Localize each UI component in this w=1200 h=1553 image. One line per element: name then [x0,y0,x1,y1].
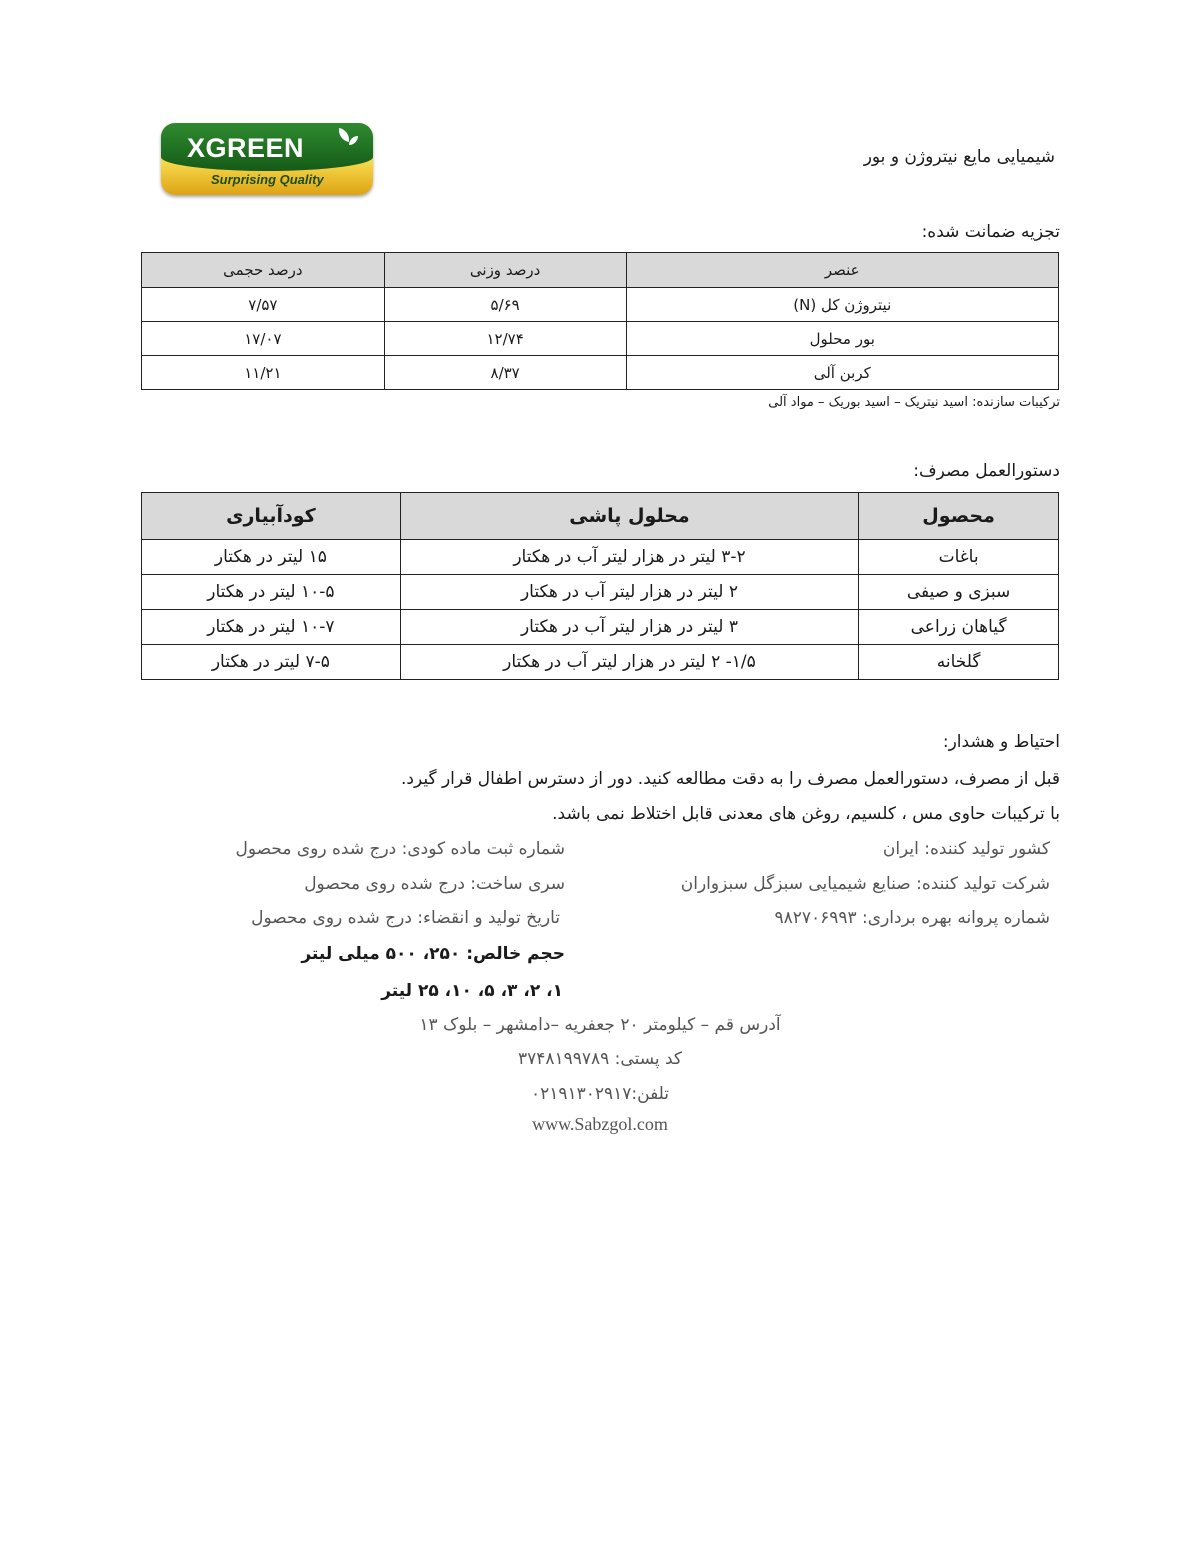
table-cell: ۱۰-۷ لیتر در هکتار [142,610,401,645]
table-cell: سبزی و صیفی [859,575,1059,610]
logo-tagline: Surprising Quality [211,172,324,187]
warning-line-1: قبل از مصرف، دستورالعمل مصرف را به دقت مطالعه کنید. دور از دسترس اطفال قرار گیرد. [400,769,1060,789]
table-cell: ۱/۵- ۲ لیتر در هزار لیتر آب در هکتار [400,645,858,680]
license-info: شماره پروانه بهره برداری: ۹۸۲۷۰۶۹۹۳ [774,908,1050,928]
table-row [142,610,1059,645]
table-row [142,356,1059,390]
ingredients-note: ترکیبات سازنده: اسید نیتریک – اسید بوریک – مواد آلی [768,395,1060,410]
analysis-heading: تجزیه ضمانت شده: [921,222,1060,242]
dates-info: تاریخ تولید و انقضاء: درج شده روی محصول [251,908,560,928]
table-cell: ۳-۲ لیتر در هزار لیتر آب در هکتار [400,540,858,575]
table-cell: ۷-۵ لیتر در هکتار [142,645,401,680]
table-cell: ۷/۵۷ [142,288,385,322]
table-row [142,322,1059,356]
table-cell: کربن آلی [626,356,1059,390]
usage-table [141,492,1059,680]
table-cell: ۱۷/۰۷ [142,322,385,356]
table-cell: ۱۲/۷۴ [384,322,626,356]
analysis-table [141,252,1059,390]
net-volume: حجم خالص: ۲۵۰، ۵۰۰ میلی لیتر [301,944,565,964]
table-cell: گلخانه [859,645,1059,680]
table-row [142,645,1059,680]
table-cell: گیاهان زراعی [859,610,1059,645]
table-cell: ۲ لیتر در هزار لیتر آب در هکتار [400,575,858,610]
batch-info: سری ساخت: درج شده روی محصول [304,874,565,894]
address: آدرس قم – کیلومتر ۲۰ جعفریه –دامشهر – بلوک ۱۳ [419,1015,781,1035]
table-row [142,288,1059,322]
table-cell: ۵/۶۹ [384,288,626,322]
table-cell: ۱۱/۲۱ [142,356,385,390]
table-row [142,540,1059,575]
document-title: شیمیایی مایع نیتروژن و بور [863,147,1055,167]
header-cell: درصد وزنی [384,253,626,288]
table-cell: باغات [859,540,1059,575]
phone-number: تلفن:۰۲۱۹۱۳۰۲۹۱۷ [530,1084,670,1104]
table-cell: ۱۰-۵ لیتر در هکتار [142,575,401,610]
registration-info: شماره ثبت ماده کودی: درج شده روی محصول [235,839,565,859]
company-info: شرکت تولید کننده: صنایع شیمیایی سبزگل سبزواران [680,874,1050,894]
header-cell: عنصر [626,253,1059,288]
website-link[interactable]: www.Sabzgol.com [532,1114,668,1134]
liter-sizes: ۱، ۲، ۳، ۵، ۱۰، ۲۵ لیتر [381,981,563,1001]
postal-code: کد پستی: ۳۷۴۸۱۹۹۷۸۹ [517,1049,683,1069]
table-cell: بور محلول [626,322,1059,356]
table-row [142,575,1059,610]
table-cell: نیتروژن کل (N) [626,288,1059,322]
header-cell: درصد حجمی [142,253,385,288]
warning-line-2: با ترکیبات حاوی مس ، کلسیم، روغن های معدنی قابل اختلاط نمی باشد. [552,804,1060,824]
table-cell: ۱۵ لیتر در هکتار [142,540,401,575]
brand-logo [161,123,373,195]
usage-heading: دستورالعمل مصرف: [913,461,1060,481]
header-cell: محصول [859,493,1059,540]
table-cell: ۸/۳۷ [384,356,626,390]
table-header-row [142,493,1059,540]
logo-brand-text: XGREEN [187,133,305,163]
header-cell: محلول پاشی [400,493,858,540]
country-info: کشور تولید کننده: ایران [882,839,1050,859]
table-header-row [142,253,1059,288]
warning-heading: احتیاط و هشدار: [942,732,1060,752]
table-cell: ۳ لیتر در هزار لیتر آب در هکتار [400,610,858,645]
header-cell: کودآبیاری [142,493,401,540]
